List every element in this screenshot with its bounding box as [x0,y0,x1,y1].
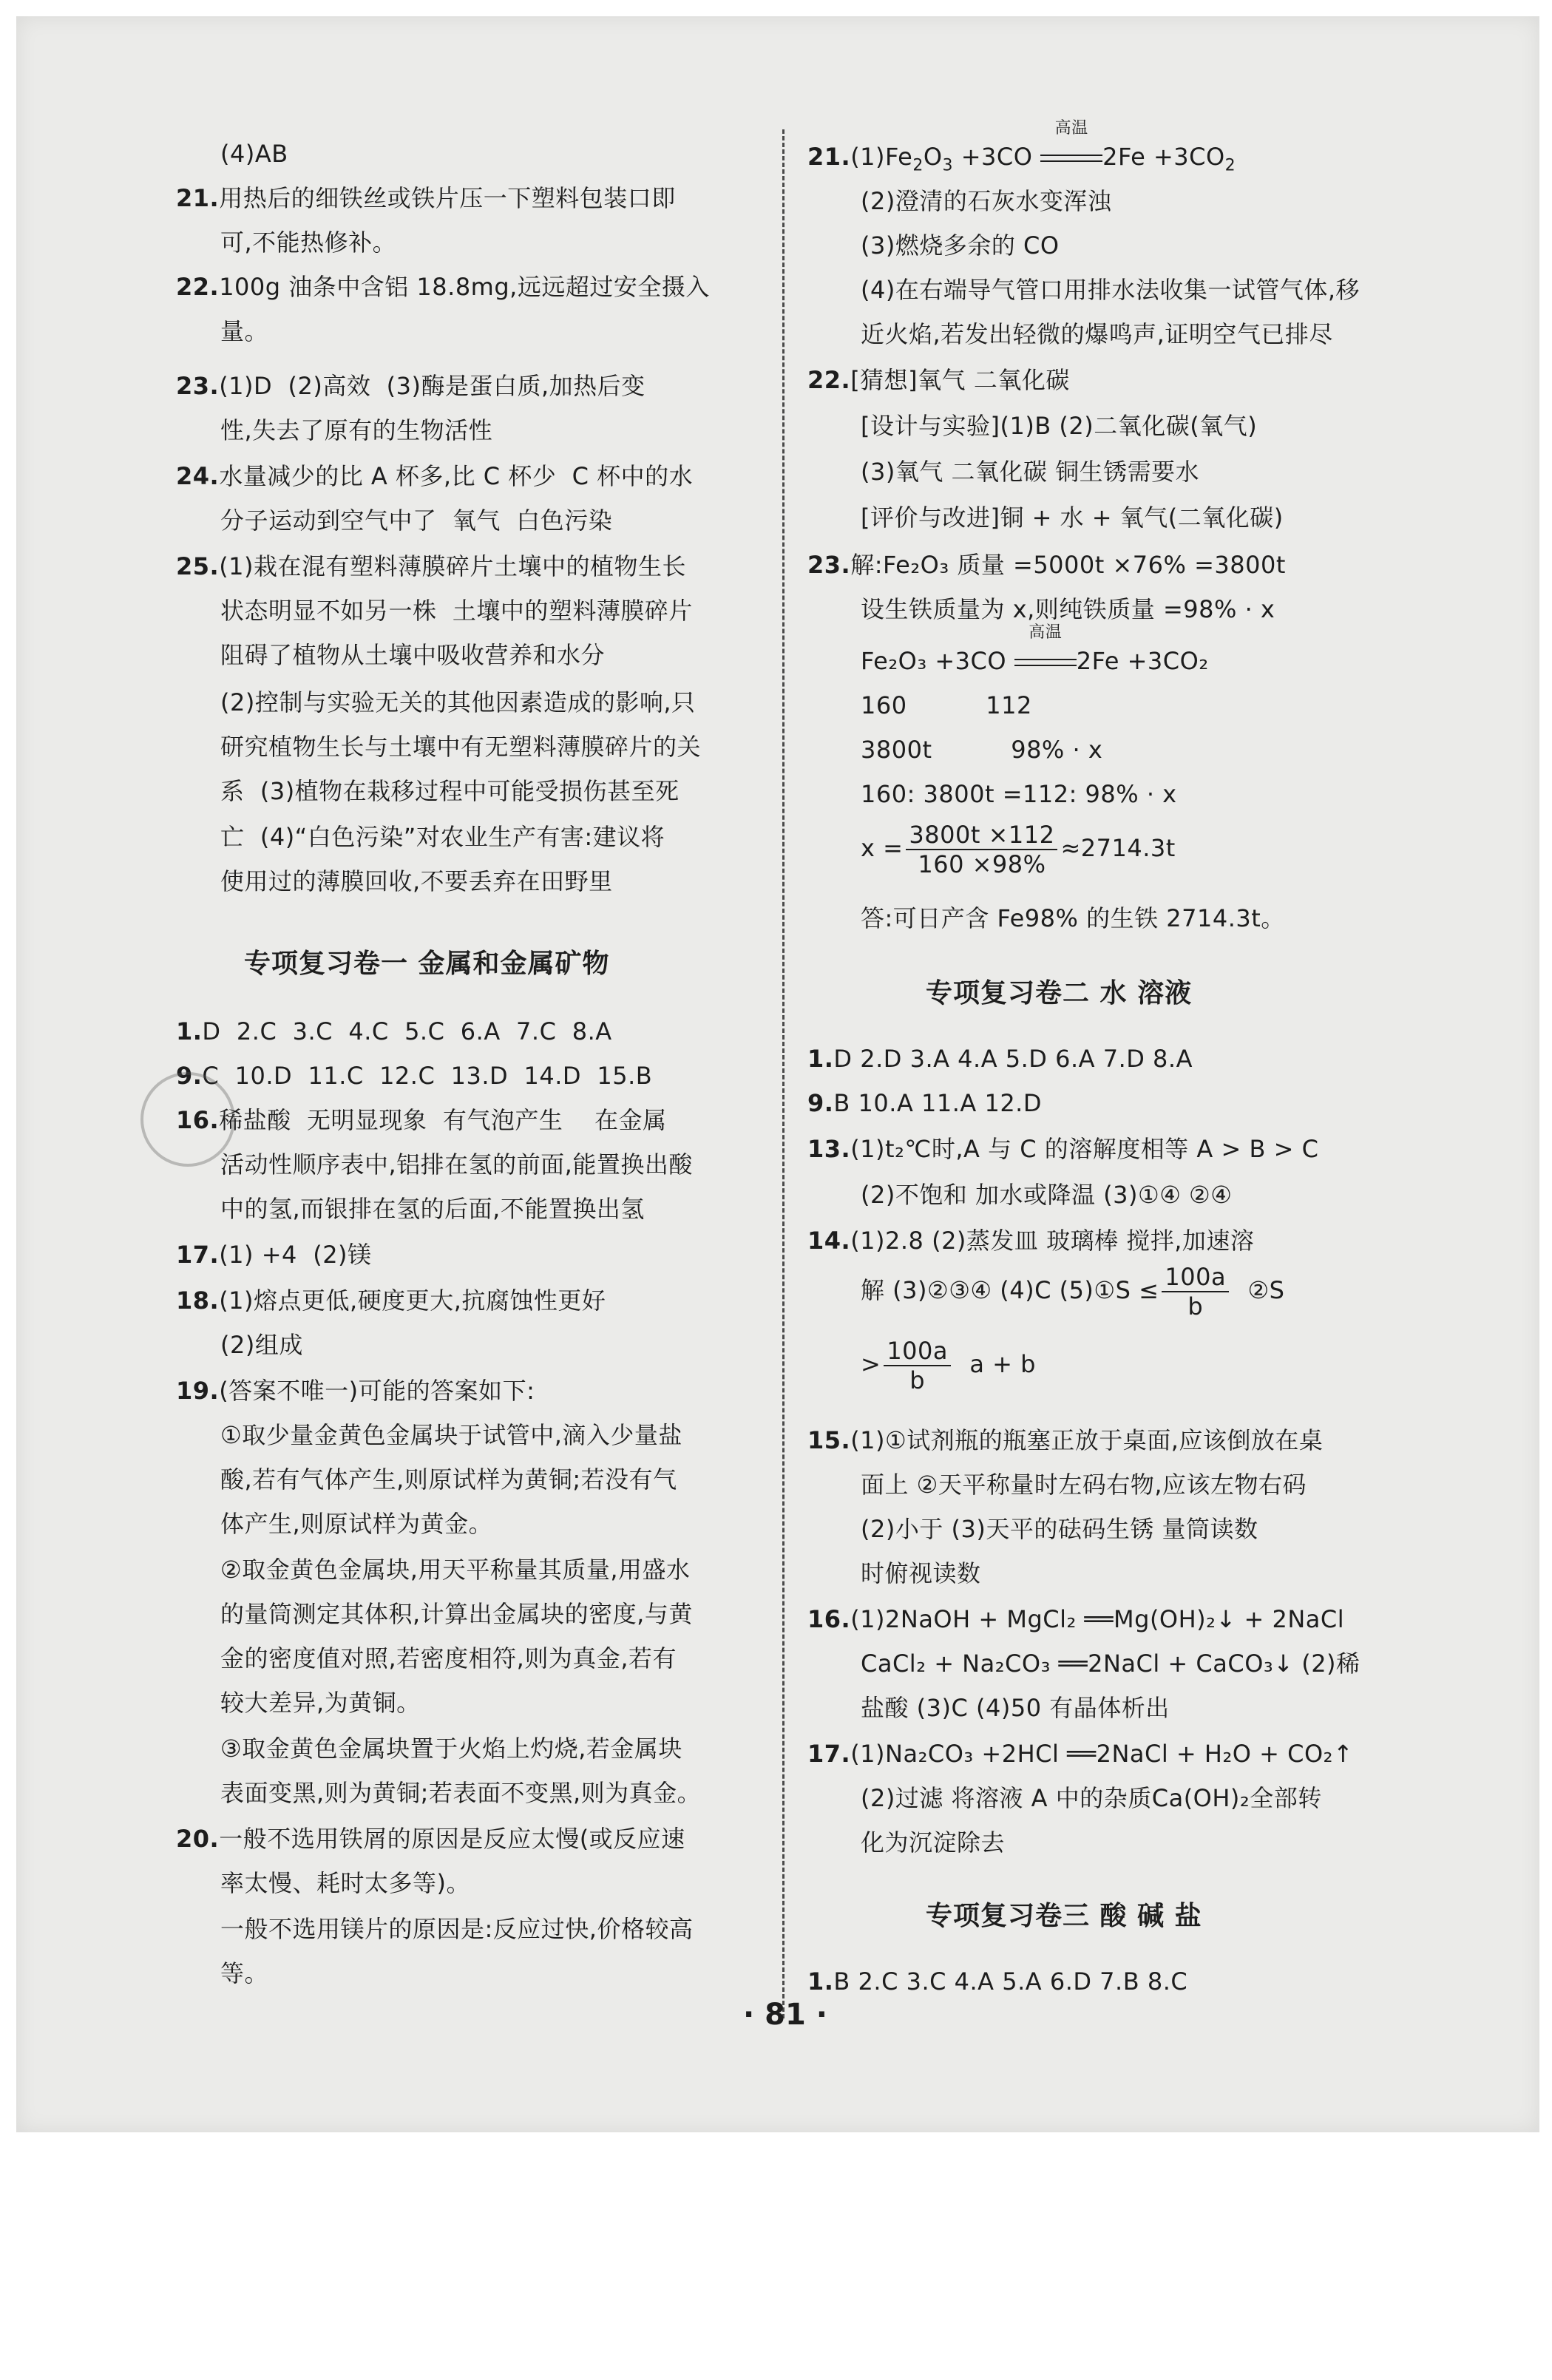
left-answer-line [176,1823,685,1855]
question-number: 18. [176,1286,220,1315]
answer-22-line-3: (3)氧气 二氧化碳 铜生锈需要水 [861,458,1200,486]
left-answer-line [220,865,613,898]
denominator: b [1187,1292,1204,1320]
answer-text: 使用过的薄膜回收,不要丢弃在田野里 [220,867,613,895]
left-answer-line [220,594,693,627]
answer-text: (1)Na₂CO₃ +2HCl ══2NaCl + H₂O + CO₂↑ [850,1740,1354,1768]
answer-text: ②取金黄色金属块,用天平称量其质量,用盛水 [220,1556,691,1584]
answer-s2-14-line-1 [807,1224,1254,1257]
answer-s2-17-line-2: (2)过滤 将溶液 A 中的杂质Ca(OH)₂全部转 [861,1784,1322,1812]
answer-s2-16-line-2: CaCl₂ + Na₂CO₃ ══2NaCl + CaCO₃↓ (2)稀 [861,1650,1360,1678]
eq-part: O [923,143,943,171]
answer-text: 可,不能热修补。 [220,228,397,257]
eq-part: 解 (3)②③④ (4)C (5)①S ≤ [861,1276,1159,1304]
answer-text: 用热后的细铁丝或铁片压一下塑料包装口即 [219,184,676,212]
left-answer-line [220,1463,677,1496]
question-number: 14. [807,1227,851,1255]
answer-s2-14-line-3 [861,1337,1036,1394]
section-title-2: 专项复习卷二 水 溶液 [926,978,1193,1008]
answer-text: ①取少量金黄色金属块于试管中,滴入少量盐 [220,1421,682,1449]
left-answer-line [176,271,710,303]
answer-text: (2)组成 [220,1331,303,1359]
question-number: 24. [176,462,220,490]
left-answer-line [220,226,396,259]
answer-text: 金的密度值对照,若密度相符,则为真金,若有 [220,1644,677,1672]
question-number: 23. [176,372,220,400]
answer-21-line-3: (3)燃烧多余的 CO [861,231,1060,260]
left-answer-line [176,1060,652,1092]
left-answer-line [220,821,665,853]
left-answer-line [176,1015,612,1048]
answer-s2-16-line-3: 盐酸 (3)C (4)50 有晶体析出 [861,1694,1170,1722]
numerator: 100a [884,1337,951,1366]
answer-21-line-4: (4)在右端导气管口用排水法收集一试管气体,移 [861,276,1360,304]
answer-text: 表面变黑,则为黄铜;若表面不变黑,则为真金。 [220,1779,702,1807]
answer-text: 亡 (4)“白色污染”对农业生产有害:建议将 [220,823,665,851]
left-answer-line [220,414,492,447]
left-answer-line [220,1642,677,1675]
answer-text: 体产生,则原试样为黄金。 [220,1510,493,1538]
answer-text: (1) +4 (2)镁 [219,1241,372,1269]
question-number: 22. [176,273,220,301]
question-number: 1. [807,1045,834,1073]
answer-text: [猜想]氧气 二氧化碳 [850,366,1070,394]
left-answer-line [220,1329,303,1361]
answer-text: (1)熔点更低,硬度更大,抗腐蚀性更好 [219,1286,606,1315]
answer-s2-15-line-3: (2)小于 (3)天平的砝码生锈 量筒读数 [861,1515,1258,1543]
question-number: 9. [807,1089,834,1117]
answer-s2-13-line-2: (2)不饱和 加水或降温 (3)①④ ②④ [861,1181,1233,1209]
left-answer-line [220,1419,682,1451]
answer-s2-13-line-1 [807,1133,1318,1165]
question-number: 15. [807,1426,851,1454]
left-answer-line [176,182,676,214]
answer-21-line-1: $21.(1)Fe_2O_3 +3CO$ 高温 $2Fe +3CO_2$ [807,119,1236,175]
answer-text: 中的氢,而银排在氢的后面,不能置换出氢 [220,1195,645,1223]
answer-s2-15-line-1 [807,1424,1323,1457]
answer-s2-16-line-1 [807,1603,1344,1635]
denominator: b [909,1366,926,1394]
eq-part: Fe₂O₃ +3CO [861,647,1014,675]
left-answer-line [220,730,701,763]
answer-text: 100g 油条中含铝 18.8mg,远远超过安全摄入 [219,273,710,301]
answer-23-line-4: 160 112 [861,691,1032,719]
answer-text: 酸,若有气体产生,则原试样为黄铜;若没有气 [220,1465,677,1494]
left-answer-line [220,686,696,719]
answer-text: (1)2.8 (2)蒸发皿 玻璃棒 搅拌,加速溶 [850,1227,1255,1255]
answer-text: (1)D (2)高效 (3)酶是蛋白质,加热后变 [219,372,645,400]
left-answer-line [176,1374,535,1407]
question-number: 1. [807,1967,834,1996]
column-divider [782,129,785,2018]
answer-text: (4)AB [220,140,288,168]
answer-text: 分子运动到空气中了 氧气 白色污染 [220,506,613,535]
eq-part: x = [861,834,904,862]
section-title-1: 专项复习卷一 金属和金属矿物 [244,949,610,979]
section3-answers-1 [807,1965,1187,1998]
left-answer-line [176,370,645,402]
left-answer-line [220,1867,470,1899]
answer-s2-15-line-2: 面上 ②天平称量时左码右物,应该左物右码 [861,1471,1307,1499]
answer-22-line-4: [评价与改进]铜 + 水 + 氧气(二氧化碳) [861,504,1284,532]
answer-text: ③取金黄色金属块置于火焰上灼烧,若金属块 [220,1735,682,1763]
left-answer-line [220,1148,693,1181]
question-number: 1. [176,1017,203,1045]
question-number: 17. [807,1740,851,1768]
left-answer-line [176,550,686,583]
eq-part: a + b [969,1350,1036,1378]
answer-text: B 10.A 11.A 12.D [833,1089,1042,1117]
answer-s2-17-line-1 [807,1737,1353,1770]
question-number: 21. [176,184,220,212]
answer-text: 量。 [220,317,269,345]
left-answer-line [220,775,680,807]
question-number: 23. [807,551,851,579]
stamp-mark [140,1072,235,1167]
left-answer-line [220,639,605,671]
eq-part: ②S [1247,1276,1285,1304]
answer-s2-17-line-3: 化为沉淀除去 [861,1828,1006,1857]
left-answer-line [176,1104,667,1136]
left-answer-line [220,1508,492,1540]
answer-text: (答案不唯一)可能的答案如下: [219,1377,535,1405]
answer-text: 解:Fe₂O₃ 质量 =5000t ×76% =3800t [850,551,1286,579]
left-answer-line [220,1553,691,1586]
eq-part: (1)Fe [850,143,913,171]
answer-text: B 2.C 3.C 4.A 5.A 6.D 7.B 8.C [833,1967,1188,1996]
left-answer-line [220,1193,645,1225]
answer-23-line-8: 答:可日产含 Fe98% 的生铁 2714.3t。 [861,904,1285,932]
answer-text: 系 (3)植物在栽移过程中可能受损伤甚至死 [220,777,680,805]
answer-text: (1)2NaOH + MgCl₂ ══Mg(OH)₂↓ + 2NaCl [850,1605,1345,1633]
answer-text: 阻碍了植物从土壤中吸收营养和水分 [220,641,606,669]
left-answer-line [220,1913,693,1945]
answer-23-line-2: 设生铁质量为 x,则纯铁质量 =98% · x [861,595,1275,623]
answer-21-line-5: 近火焰,若发出轻微的爆鸣声,证明空气已排尽 [861,320,1333,348]
fraction [906,821,1057,878]
answer-text: 一般不选用铁屑的原因是反应太慢(或反应速 [219,1825,685,1853]
eq-part: 2Fe +3CO₂ [1076,647,1209,675]
answer-22-line-1 [807,364,1070,396]
eq-part: > [861,1350,881,1378]
left-answer-line [176,460,693,492]
denominator: 160 ×98% [918,850,1046,878]
section2-answers-2 [807,1087,1042,1119]
answer-23-line-6: 160: 3800t =112: 98% · x [861,780,1177,808]
answer-text: 水量减少的比 A 杯多,比 C 杯少 C 杯中的水 [219,462,694,490]
question-number: 25. [176,552,220,580]
answer-23-fraction [861,821,1176,878]
left-answer-line [220,1732,682,1765]
question-number: 22. [807,366,851,394]
answer-text: D 2.D 3.A 4.A 5.D 6.A 7.D 8.A [833,1045,1193,1073]
question-number: 20. [176,1825,220,1853]
left-answer-line [176,1238,372,1271]
question-number: 17. [176,1241,220,1269]
eq-part: +3CO [953,143,1041,171]
answer-23-line-1 [807,549,1286,581]
question-number: 16. [176,1106,220,1134]
fraction [884,1337,951,1394]
reaction-condition [1040,119,1102,173]
answer-text: 研究植物生长与土壤中有无塑料薄膜碎片的关 [220,733,702,761]
answer-text: 活动性顺序表中,铝排在氢的前面,能置换出酸 [220,1150,693,1179]
answer-23-line-5: 3800t 98% · x [861,736,1103,764]
answer-text: 较大差异,为黄铜。 [220,1689,421,1717]
reaction-condition [1014,623,1077,677]
numerator: 100a [1162,1263,1229,1292]
left-answer-line [220,504,612,537]
left-answer-line [176,1284,606,1317]
condition-label: 高温 [1054,119,1088,138]
numerator: 3800t ×112 [906,821,1057,850]
answer-text: C 10.D 11.C 12.C 13.D 14.D 15.B [202,1062,653,1090]
question-number: 21. [807,143,851,171]
answer-text: (2)控制与实验无关的其他因素造成的影响,只 [220,688,696,716]
answer-text: (1)t₂℃时,A 与 C 的溶解度相等 A > B > C [850,1135,1319,1163]
answer-text: (1)栽在混有塑料薄膜碎片土壤中的植物生长 [219,552,687,580]
page-number: · 81 · [743,1998,827,2032]
left-answer-line [220,315,268,347]
answer-text: 状态明显不如另一株 土壤中的塑料薄膜碎片 [220,597,693,625]
left-answer-line [220,1777,701,1809]
answer-22-line-2: [设计与实验](1)B (2)二氧化碳(氧气) [861,412,1258,440]
section-title-3: 专项复习卷三 酸 碱 盐 [926,1901,1202,1931]
answer-text: D 2.C 3.C 4.C 5.C 6.A 7.C 8.A [202,1017,612,1045]
answer-text: 性,失去了原有的生物活性 [220,416,493,444]
fraction [1162,1263,1229,1320]
eq-part: 2Fe +3CO [1102,143,1225,171]
answer-text: 的量筒测定其体积,计算出金属块的密度,与黄 [220,1600,693,1628]
question-number: 9. [176,1062,203,1090]
section2-answers-1 [807,1042,1193,1075]
answer-s2-14-line-2 [861,1263,1284,1320]
left-answer-line [220,1686,421,1719]
eq-part: ≈2714.3t [1060,834,1176,862]
answer-text: 稀盐酸 无明显现象 有气泡产生 在金属 [219,1106,667,1134]
question-number: 19. [176,1377,220,1405]
question-number: 13. [807,1135,851,1163]
condition-label: 高温 [1029,623,1063,642]
left-answer-line [220,1957,268,1990]
answer-text: 等。 [220,1959,269,1987]
answer-text: 率太慢、耗时太多等)。 [220,1869,470,1897]
answer-text: (1)①试剂瓶的瓶塞正放于桌面,应该倒放在桌 [850,1426,1324,1454]
answer-text: 一般不选用镁片的原因是:反应过快,价格较高 [220,1915,694,1943]
answer-21-line-2: (2)澄清的石灰水变浑浊 [861,187,1112,215]
question-number: 16. [807,1605,851,1633]
left-answer-line [220,138,288,170]
answer-23-equation [861,623,1209,677]
left-answer-line [220,1598,693,1630]
answer-s2-15-line-4: 时俯视读数 [861,1559,981,1587]
